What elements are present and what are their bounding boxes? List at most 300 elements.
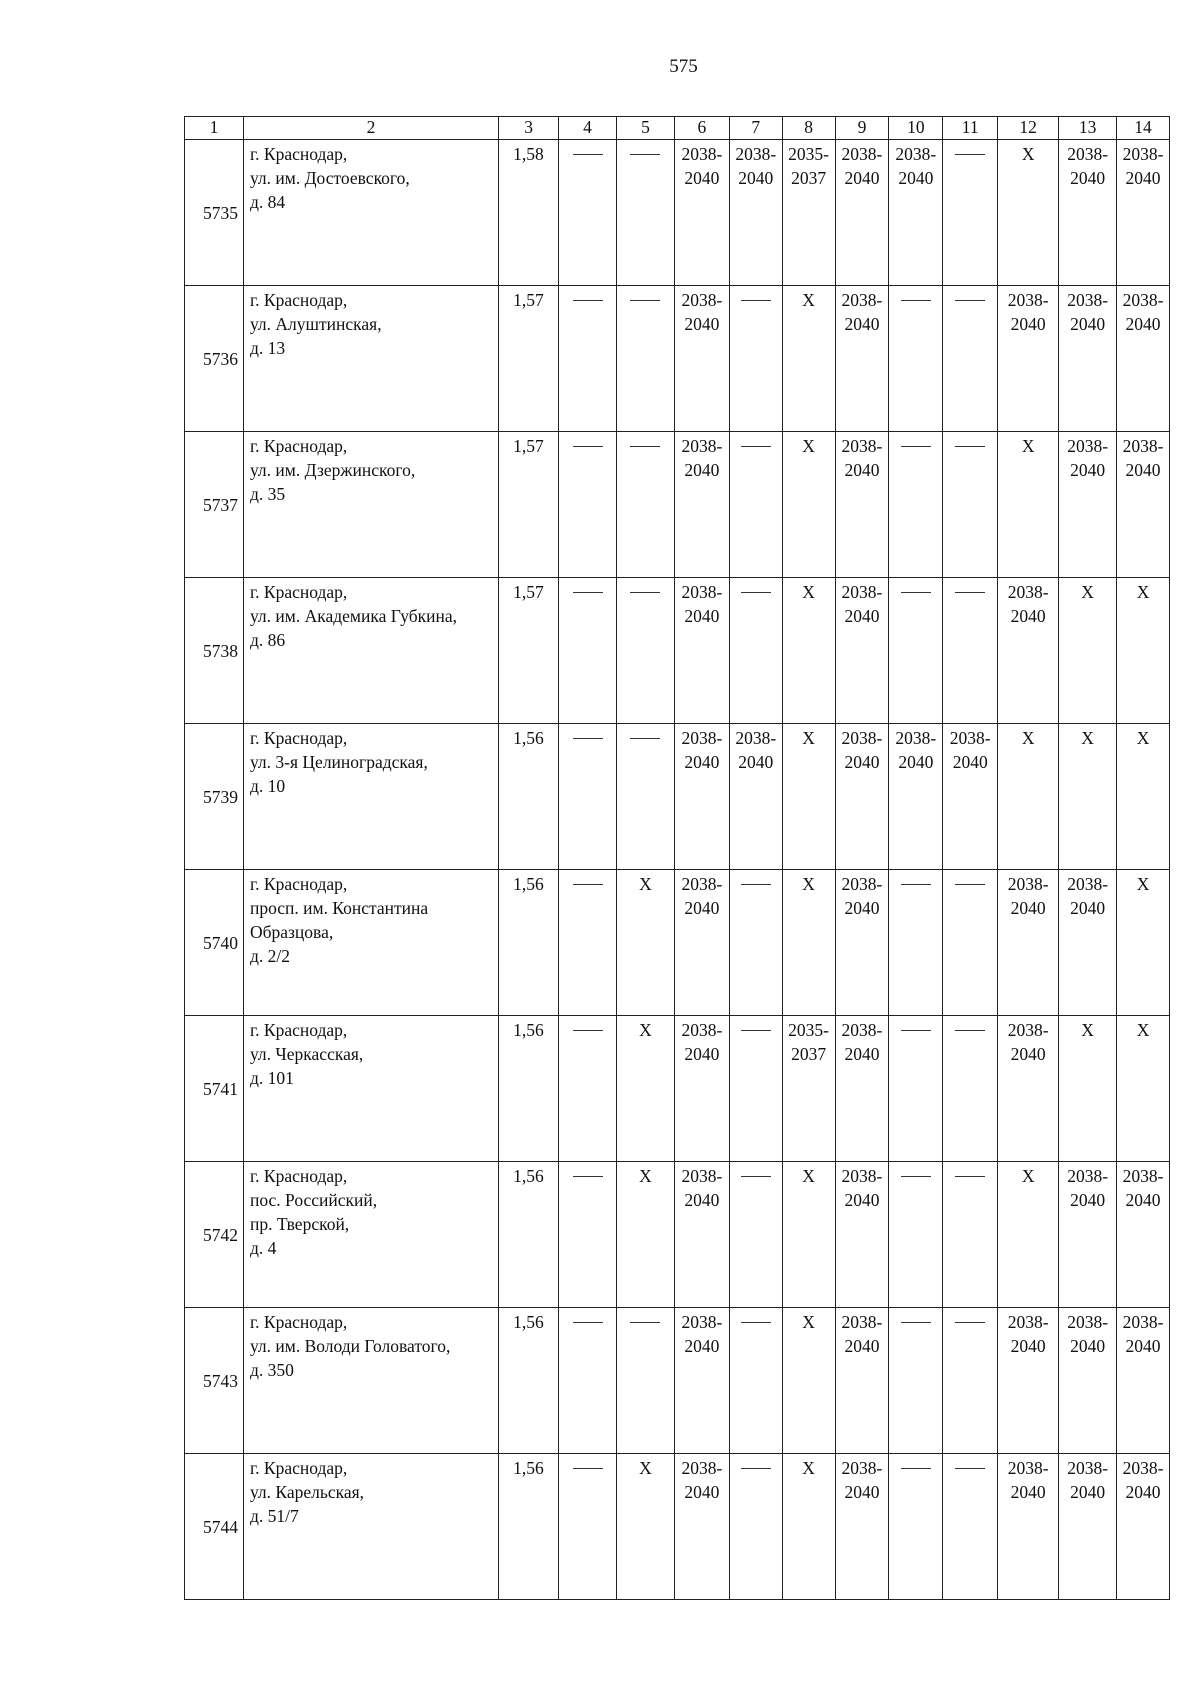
dash-cell [617,140,675,286]
dash-cell [729,1454,782,1600]
column-header: 3 [499,117,559,140]
address-line: д. 84 [249,192,286,212]
address-line: д. 10 [249,776,286,796]
period-cell [674,724,729,870]
table-row [185,286,1170,432]
coefficient-cell: 1,57 [499,578,559,724]
page-number: 575 [669,56,698,77]
address-line: д. 4 [249,1238,277,1258]
period-start: 2038- [1067,1312,1109,1332]
dash-mark [955,592,985,593]
period-start: 2038- [681,1020,723,1040]
dash-mark [741,300,771,301]
period-end: 2040 [844,1044,880,1064]
address-cell [243,578,498,724]
address-line: пр. Тверской, [249,1214,350,1234]
dash-mark [955,1468,985,1469]
mark-cell: X [782,724,835,870]
address-line: д. 13 [249,338,286,358]
dash-cell [943,140,998,286]
period-start: 2038- [1122,144,1164,164]
table-body [185,140,1170,1600]
period-start: 2038- [1007,1458,1049,1478]
address-cell [243,140,498,286]
period-end: 2040 [684,460,720,480]
dash-mark [573,738,603,739]
dash-mark [901,592,931,593]
table-row [185,724,1170,870]
mark-cell: X [782,578,835,724]
mark-cell: X [782,1162,835,1308]
dash-mark [573,592,603,593]
mark-cell: X [998,432,1059,578]
period-end: 2037 [791,168,827,188]
row-number: 5736 [185,286,244,432]
period-start: 2038- [841,290,883,310]
period-end: 2040 [952,752,988,772]
period-cell [674,1162,729,1308]
period-end: 2040 [844,1190,880,1210]
dash-cell [943,870,998,1016]
dash-mark [955,1322,985,1323]
period-end: 2040 [684,752,720,772]
period-start: 2038- [841,582,883,602]
dash-mark [741,884,771,885]
dash-mark [901,1468,931,1469]
column-header: 1 [185,117,244,140]
period-end: 2040 [1070,1190,1106,1210]
address-line: г. Краснодар, [249,436,348,456]
table-row [185,870,1170,1016]
period-start: 2038- [841,436,883,456]
dash-mark [573,884,603,885]
address-line: ул. Карельская, [249,1482,365,1502]
dash-mark [901,300,931,301]
period-start: 2038- [735,144,777,164]
period-end: 2040 [1125,1190,1161,1210]
address-line: г. Краснодар, [249,1166,348,1186]
period-start: 2038- [1122,290,1164,310]
row-number: 5741 [185,1016,244,1162]
dash-cell [943,1308,998,1454]
period-cell [835,870,889,1016]
dash-mark [901,1176,931,1177]
period-start: 2038- [681,582,723,602]
period-cell [1059,1454,1117,1600]
period-cell [889,724,943,870]
mark-cell: X [998,140,1059,286]
period-end: 2040 [684,898,720,918]
dash-mark [955,884,985,885]
period-end: 2040 [1010,1482,1046,1502]
period-cell [1117,286,1170,432]
address-cell [243,724,498,870]
mark-cell: X [998,724,1059,870]
period-start: 2038- [681,436,723,456]
period-cell [674,1016,729,1162]
dash-mark [630,738,660,739]
period-start: 2038- [681,1312,723,1332]
mark-cell: X [1117,870,1170,1016]
period-cell [674,1308,729,1454]
period-start: 2038- [1122,436,1164,456]
table-row [185,1016,1170,1162]
period-start: 2038- [895,728,937,748]
mark-cell: X [1117,578,1170,724]
address-line: д. 101 [249,1068,294,1088]
row-number: 5737 [185,432,244,578]
period-cell [729,724,782,870]
mark-cell: X [1117,724,1170,870]
address-line: д. 2/2 [249,946,290,966]
period-start: 2038- [1067,144,1109,164]
period-start: 2038- [841,1166,883,1186]
column-header: 6 [674,117,729,140]
dash-cell [943,1162,998,1308]
row-number: 5742 [185,1162,244,1308]
row-number: 5740 [185,870,244,1016]
period-cell [998,870,1059,1016]
period-cell [835,578,889,724]
period-cell [835,1016,889,1162]
period-start: 2038- [1067,874,1109,894]
dash-mark [630,592,660,593]
dash-mark [741,1468,771,1469]
dash-mark [955,1176,985,1177]
address-line: ул. Черкасская, [249,1044,364,1064]
column-header: 12 [998,117,1059,140]
period-start: 2038- [895,144,937,164]
period-cell [835,724,889,870]
dash-mark [901,884,931,885]
period-end: 2040 [844,1482,880,1502]
address-line: г. Краснодар, [249,1312,348,1332]
period-end: 2040 [684,606,720,626]
period-cell [1059,286,1117,432]
period-start: 2038- [681,144,723,164]
address-cell [243,1308,498,1454]
period-start: 2038- [1122,1166,1164,1186]
dash-cell [943,286,998,432]
period-end: 2040 [1010,606,1046,626]
dash-mark [573,300,603,301]
dash-cell [889,432,943,578]
period-start: 2038- [681,874,723,894]
period-end: 2040 [1010,314,1046,334]
dash-mark [573,1322,603,1323]
dash-mark [573,1176,603,1177]
coefficient-cell: 1,57 [499,286,559,432]
dash-mark [955,154,985,155]
register-table [184,116,1170,1600]
dash-mark [955,1030,985,1031]
dash-mark [630,300,660,301]
coefficient-cell: 1,56 [499,724,559,870]
dash-cell [559,1016,617,1162]
period-end: 2040 [1125,314,1161,334]
dash-cell [559,578,617,724]
dash-mark [741,1322,771,1323]
dash-cell [729,870,782,1016]
address-line: г. Краснодар, [249,1458,348,1478]
table-row [185,1454,1170,1600]
coefficient-cell: 1,57 [499,432,559,578]
period-start: 2038- [681,1166,723,1186]
coefficient-cell: 1,56 [499,1308,559,1454]
address-cell [243,432,498,578]
period-end: 2040 [1070,1336,1106,1356]
coefficient-cell: 1,56 [499,1162,559,1308]
mark-cell: X [782,1454,835,1600]
period-start: 2038- [841,1312,883,1332]
column-header: 13 [1059,117,1117,140]
period-cell [998,1016,1059,1162]
column-header: 9 [835,117,889,140]
dash-cell [943,432,998,578]
dash-cell [559,1454,617,1600]
column-header: 2 [243,117,498,140]
period-start: 2038- [1067,1458,1109,1478]
dash-mark [573,1468,603,1469]
period-start: 2038- [841,728,883,748]
column-header: 10 [889,117,943,140]
period-cell [674,870,729,1016]
dash-cell [559,286,617,432]
coefficient-cell: 1,56 [499,1454,559,1600]
dash-mark [573,154,603,155]
address-line: ул. 3-я Целиноградская, [249,752,428,772]
dash-cell [729,1016,782,1162]
dash-cell [889,1016,943,1162]
dash-mark [901,1322,931,1323]
table-row [185,578,1170,724]
period-cell [674,140,729,286]
period-end: 2040 [844,606,880,626]
address-line: д. 86 [249,630,286,650]
period-end: 2040 [1070,314,1106,334]
period-end: 2040 [684,168,720,188]
dash-mark [630,154,660,155]
period-end: 2040 [844,1336,880,1356]
mark-cell: X [782,870,835,1016]
period-cell [998,286,1059,432]
column-header: 8 [782,117,835,140]
period-start: 2038- [1067,1166,1109,1186]
period-start: 2038- [841,144,883,164]
dash-cell [943,1454,998,1600]
period-end: 2040 [898,752,934,772]
address-line: г. Краснодар, [249,728,348,748]
coefficient-cell: 1,56 [499,1016,559,1162]
period-end: 2040 [684,1044,720,1064]
period-cell [835,1308,889,1454]
coefficient-cell: 1,56 [499,870,559,1016]
period-end: 2040 [684,314,720,334]
period-cell [998,1454,1059,1600]
dash-mark [955,446,985,447]
period-cell [1059,432,1117,578]
address-line: ул. им. Достоевского, [249,168,410,188]
period-start: 2038- [1067,290,1109,310]
period-cell [1059,140,1117,286]
row-number: 5738 [185,578,244,724]
mark-cell: X [782,1308,835,1454]
dash-mark [630,446,660,447]
period-cell [889,140,943,286]
address-line: Образцова, [249,922,334,942]
period-end: 2040 [844,460,880,480]
address-line: г. Краснодар, [249,582,348,602]
address-line: ул. Алуштинская, [249,314,382,334]
period-end: 2040 [1070,168,1106,188]
period-cell [674,578,729,724]
period-cell [1117,1454,1170,1600]
dash-mark [741,446,771,447]
period-cell [835,1162,889,1308]
dash-mark [955,300,985,301]
address-line: просп. им. Константина [249,898,429,918]
period-end: 2040 [1010,1336,1046,1356]
dash-cell [943,578,998,724]
period-end: 2040 [898,168,934,188]
dash-mark [901,1030,931,1031]
table-row [185,140,1170,286]
dash-mark [573,446,603,447]
period-start: 2038- [681,728,723,748]
dash-cell [889,1308,943,1454]
mark-cell: X [1059,1016,1117,1162]
address-line: г. Краснодар, [249,144,348,164]
period-start: 2038- [841,874,883,894]
dash-cell [889,286,943,432]
period-cell [782,140,835,286]
period-end: 2040 [1125,460,1161,480]
address-cell [243,1016,498,1162]
period-cell [835,286,889,432]
period-end: 2037 [791,1044,827,1064]
period-cell [729,140,782,286]
period-end: 2040 [844,898,880,918]
period-end: 2040 [1125,1482,1161,1502]
dash-cell [559,432,617,578]
period-cell [1117,140,1170,286]
dash-cell [889,1162,943,1308]
mark-cell: X [1059,578,1117,724]
period-end: 2040 [844,752,880,772]
address-line: ул. им. Дзержинского, [249,460,416,480]
dash-cell [729,286,782,432]
period-start: 2038- [681,1458,723,1478]
dash-cell [559,1162,617,1308]
dash-cell [559,724,617,870]
dash-mark [630,1322,660,1323]
address-line: г. Краснодар, [249,874,348,894]
period-cell [674,1454,729,1600]
address-line: ул. им. Володи Головатого, [249,1336,451,1356]
row-number: 5743 [185,1308,244,1454]
mark-cell: X [782,432,835,578]
column-number-row [185,117,1170,140]
dash-mark [901,446,931,447]
dash-mark [573,1030,603,1031]
dash-mark [741,1030,771,1031]
period-end: 2040 [684,1482,720,1502]
address-line: д. 35 [249,484,286,504]
period-end: 2040 [738,752,774,772]
row-number: 5735 [185,140,244,286]
dash-cell [729,578,782,724]
dash-cell [617,432,675,578]
dash-cell [617,1308,675,1454]
period-start: 2038- [1007,290,1049,310]
period-end: 2040 [684,1336,720,1356]
table-row [185,432,1170,578]
period-start: 2038- [1007,582,1049,602]
period-cell [1059,870,1117,1016]
row-number: 5739 [185,724,244,870]
address-line: д. 51/7 [249,1506,299,1526]
dash-cell [729,1162,782,1308]
table-row [185,1308,1170,1454]
period-end: 2040 [1010,1044,1046,1064]
address-cell [243,870,498,1016]
period-end: 2040 [1125,1336,1161,1356]
period-start: 2038- [1007,1312,1049,1332]
period-cell [835,432,889,578]
period-cell [998,578,1059,724]
period-cell [998,1308,1059,1454]
dash-cell [889,870,943,1016]
address-line: пос. Российский, [249,1190,378,1210]
column-header: 11 [943,117,998,140]
period-end: 2040 [1070,898,1106,918]
column-header: 14 [1117,117,1170,140]
period-cell [674,432,729,578]
period-start: 2038- [1007,1020,1049,1040]
dash-mark [741,1176,771,1177]
mark-cell: X [617,1454,675,1600]
period-end: 2040 [1010,898,1046,918]
address-line: ул. им. Академика Губкина, [249,606,457,626]
period-cell [1117,1162,1170,1308]
column-header: 7 [729,117,782,140]
period-start: 2038- [1122,1312,1164,1332]
mark-cell: X [617,1162,675,1308]
address-cell [243,1454,498,1600]
dash-cell [617,578,675,724]
period-start: 2035- [788,144,829,164]
period-cell [1059,1308,1117,1454]
period-cell [835,140,889,286]
period-start: 2038- [1122,1458,1164,1478]
period-cell [1117,1308,1170,1454]
address-cell [243,1162,498,1308]
period-cell [782,1016,835,1162]
period-start: 2038- [1067,436,1109,456]
mark-cell: X [617,1016,675,1162]
dash-cell [729,432,782,578]
period-end: 2040 [1070,1482,1106,1502]
column-header: 4 [559,117,617,140]
period-end: 2040 [684,1190,720,1210]
mark-cell: X [1059,724,1117,870]
period-end: 2040 [844,168,880,188]
period-start: 2038- [735,728,777,748]
period-end: 2040 [1125,168,1161,188]
column-header: 5 [617,117,675,140]
period-end: 2040 [844,314,880,334]
dash-cell [729,1308,782,1454]
